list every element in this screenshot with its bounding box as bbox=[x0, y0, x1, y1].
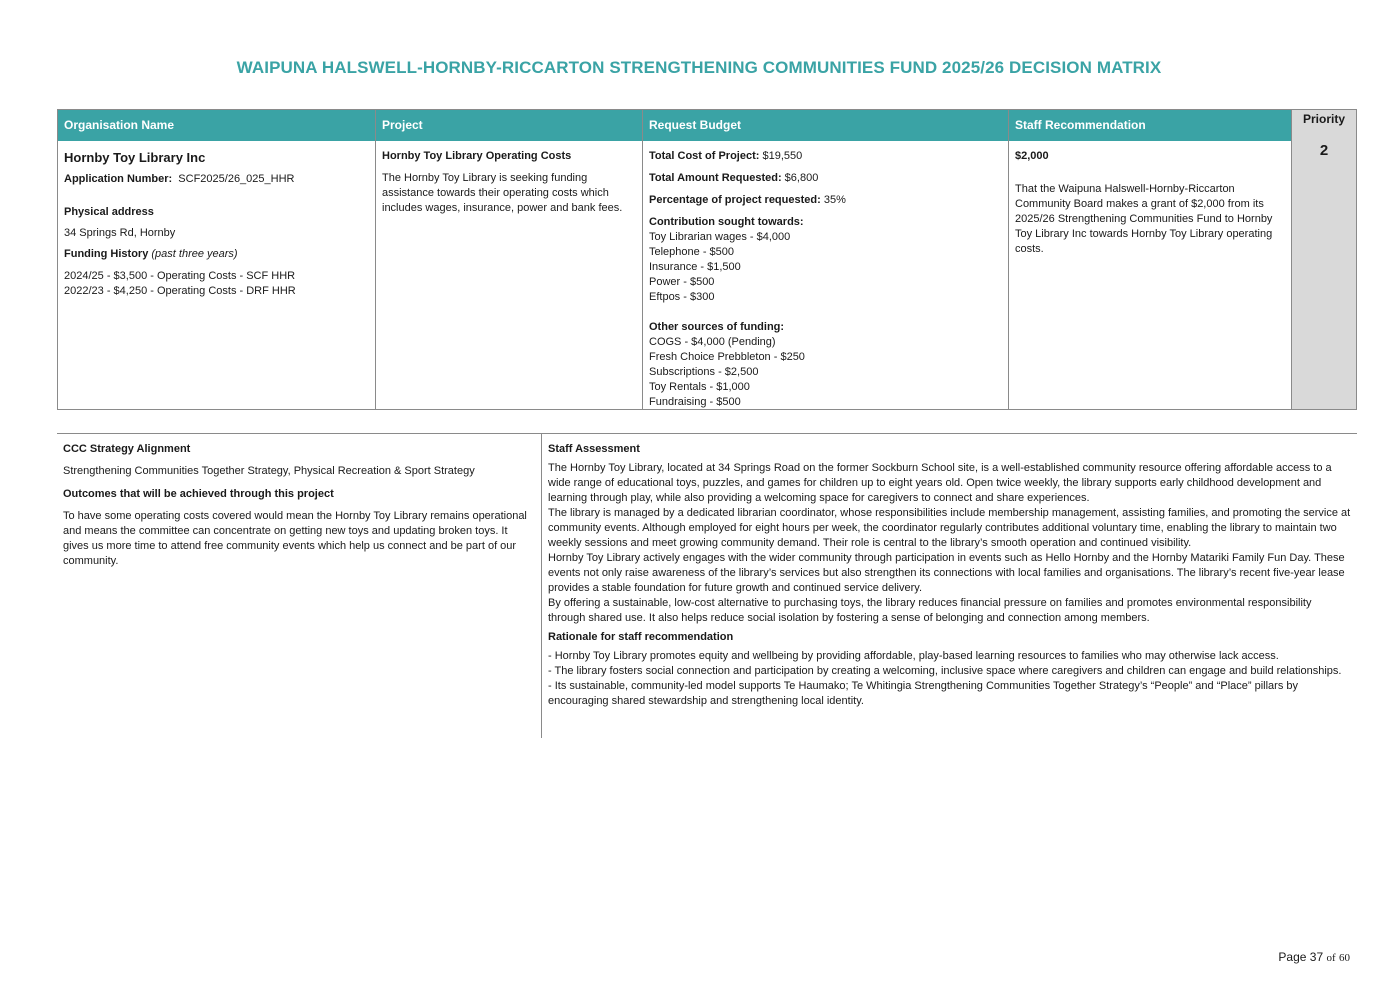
strategy-alignment-heading: CCC Strategy Alignment bbox=[63, 443, 191, 455]
contribution-label: Contribution sought towards: bbox=[649, 216, 804, 228]
rationale-item: - Hornby Toy Library promotes equity and wellbeing by providing affordable, play-based learning resources to families who may otherwise lack access. bbox=[548, 650, 1279, 662]
total-requested-value: $6,800 bbox=[784, 172, 819, 184]
assessment-paragraph: Hornby Toy Library actively engages with the wider community through participation in events such as Hello Hornby and the Hornby Matariki Family Fun Day. These events not only raise awareness of the library’s services but also strengthen its connections with local families and organisations. The library’s recent five-year lease provides a stable foundation for future growth and continued service delivery. bbox=[548, 552, 1345, 594]
strategy-alignment-panel bbox=[57, 434, 541, 569]
contribution-item: Insurance - $1,500 bbox=[649, 261, 741, 273]
other-funding-item: COGS - $4,000 (Pending) bbox=[649, 336, 776, 348]
assessment-paragraph: By offering a sustainable, low-cost alternative to purchasing toys, the library reduces financial pressure on families and promotes environmental responsibility through shared use. It also helps reduce social isolation by fostering a sense of belonging and connection among members. bbox=[548, 597, 1312, 624]
outcomes-text: To have some operating costs covered would mean the Hornby Toy Library remains operational and means the committee can concentrate on getting new toys and updating broken toys. It gives us more time to attend free community events which help us connect and be part of our community. bbox=[63, 510, 527, 567]
organisation-header: Organisation Name bbox=[58, 110, 375, 141]
assessment-paragraph: The library is managed by a dedicated librarian coordinator, whose responsibilities include membership management, assisting families, and promoting the service at community events. Although employed for eight hours per week, the coordinator regularly contributes additional voluntary time, enabling the library to maintain two weekly sessions and meet growing community demand. Their role is central to the library’s smooth operation and continued visibility. bbox=[548, 507, 1351, 549]
percentage-label: Percentage of project requested: bbox=[649, 194, 821, 206]
funding-history-item: 2024/25 - $3,500 - Operating Costs - SCF HHR bbox=[64, 270, 296, 282]
physical-address-value: 34 Springs Rd, Hornby bbox=[64, 227, 176, 239]
assessment-section bbox=[57, 433, 1357, 739]
rationale-item: - The library fosters social connection and participation by creating a welcoming, inclusive space where caregivers and children can engage and build relationships. bbox=[548, 665, 1342, 677]
project-header: Project bbox=[376, 110, 642, 141]
other-funding-item: Subscriptions - $2,500 bbox=[649, 366, 759, 378]
funding-history-label: Funding History bbox=[64, 248, 149, 260]
page-of: of bbox=[1326, 952, 1336, 964]
page-number bbox=[1278, 950, 1350, 964]
funding-history-list bbox=[64, 269, 369, 299]
project-title: Hornby Toy Library Operating Costs bbox=[382, 150, 572, 162]
total-requested bbox=[649, 171, 1002, 186]
other-funding-label: Other sources of funding: bbox=[649, 321, 785, 333]
project-description: The Hornby Toy Library is seeking funding assistance towards their operating costs which includes wages, insurance, power and bank fees. bbox=[382, 172, 623, 214]
page-current: 37 bbox=[1309, 950, 1324, 964]
budget-column bbox=[643, 110, 1009, 409]
priority-column bbox=[1292, 110, 1356, 409]
total-requested-label: Total Amount Requested: bbox=[649, 172, 782, 184]
funding-history-heading bbox=[64, 247, 369, 262]
other-funding-item: Fresh Choice Prebbleton - $250 bbox=[649, 351, 805, 363]
rationale-item: - Its sustainable, community-led model supports Te Haumako; Te Whitingia Strengthening Communities Together Strategy’s “People” and “Place” pillars by encouraging shared stewardship and strengthening local identity. bbox=[548, 680, 1298, 707]
total-cost-value: $19,550 bbox=[762, 150, 803, 162]
physical-address-label: Physical address bbox=[64, 206, 154, 218]
application-number-value: SCF2025/26_025_HHR bbox=[178, 173, 295, 185]
percentage-requested bbox=[649, 193, 1002, 208]
page-total: 60 bbox=[1339, 952, 1350, 964]
rationale-heading: Rationale for staff recommendation bbox=[548, 631, 734, 643]
project-column bbox=[376, 110, 643, 409]
organisation-name: Hornby Toy Library Inc bbox=[64, 150, 206, 165]
strategy-alignment-text: Strengthening Communities Together Strategy, Physical Recreation & Sport Strategy bbox=[63, 465, 475, 477]
recommended-amount: $2,000 bbox=[1015, 150, 1049, 162]
staff-assessment-panel bbox=[541, 434, 1357, 738]
contribution-item: Toy Librarian wages - $4,000 bbox=[649, 231, 791, 243]
other-funding-list bbox=[649, 335, 1002, 410]
total-cost bbox=[649, 149, 1002, 164]
document-title: WAIPUNA HALSWELL-HORNBY-RICCARTON STRENGTHENING COMMUNITIES FUND 2025/26 DECISION MATRIX bbox=[236, 58, 1162, 77]
contribution-item: Power - $500 bbox=[649, 276, 715, 288]
decision-matrix-table bbox=[57, 109, 1357, 410]
page-label: Page bbox=[1278, 950, 1307, 964]
outcomes-heading: Outcomes that will be achieved through this project bbox=[63, 488, 334, 500]
staff-recommendation-column bbox=[1009, 110, 1292, 409]
priority-value: 2 bbox=[1319, 142, 1329, 159]
percentage-value: 35% bbox=[823, 194, 846, 206]
staff-recommendation-header: Staff Recommendation bbox=[1009, 110, 1291, 141]
contribution-item: Eftpos - $300 bbox=[649, 291, 715, 303]
total-cost-label: Total Cost of Project: bbox=[649, 150, 760, 162]
organisation-column bbox=[58, 110, 376, 409]
other-funding-item: Toy Rentals - $1,000 bbox=[649, 381, 750, 393]
staff-assessment-heading: Staff Assessment bbox=[548, 443, 640, 455]
application-number bbox=[64, 172, 369, 187]
assessment-paragraph: The Hornby Toy Library, located at 34 Springs Road on the former Sockburn School site, is a well-established community resource offering affordable access to a wide range of educational toys, puzzles, and games for children up to eight years old. Open twice weekly, the library supports early childhood development and learning through play, while also providing a welcoming space for caregivers to connect and share experiences. bbox=[548, 462, 1332, 504]
funding-history-note: (past three years) bbox=[151, 248, 238, 260]
contribution-item: Telephone - $500 bbox=[649, 246, 735, 258]
priority-header: Priority bbox=[1302, 112, 1345, 126]
recommendation-text: That the Waipuna Halswell-Hornby-Riccarton Community Board makes a grant of $2,000 from its 2025/26 Strengthening Communities Fund to Hornby Toy Library Inc towards Hornby Toy Library operating costs. bbox=[1015, 183, 1273, 255]
contribution-list bbox=[649, 230, 1002, 305]
budget-header: Request Budget bbox=[643, 110, 1008, 141]
application-number-label: Application Number: bbox=[64, 173, 173, 185]
funding-history-item: 2022/23 - $4,250 - Operating Costs - DRF HHR bbox=[64, 285, 296, 297]
other-funding-item: Fundraising - $500 bbox=[649, 396, 741, 408]
